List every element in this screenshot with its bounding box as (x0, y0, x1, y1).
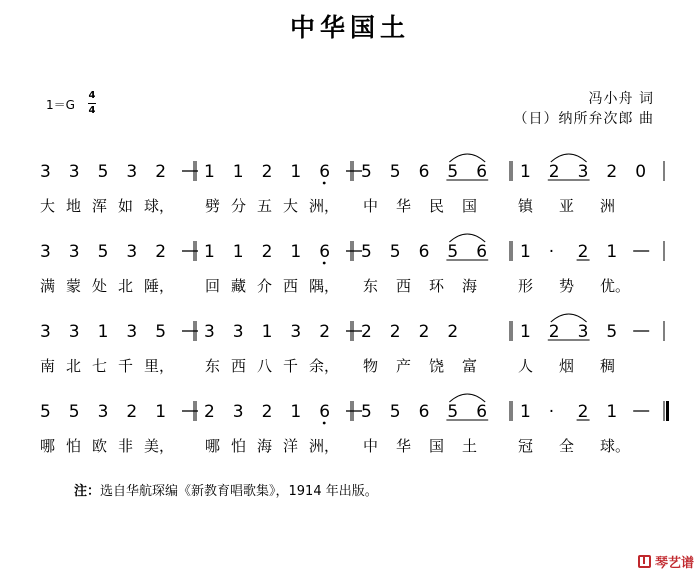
note: · (548, 242, 555, 262)
lyric-char: 八 (257, 357, 273, 375)
lyric-char: 物 (363, 357, 379, 375)
lyric-char: 土 (462, 437, 478, 455)
note: 3 (577, 322, 589, 342)
lyric-char: 势 (559, 277, 575, 295)
note: 2 (389, 322, 401, 342)
note: 2 (261, 242, 273, 262)
note: 3 (126, 322, 138, 342)
lyric-char: 七 (92, 357, 108, 375)
note: 5 (389, 402, 401, 422)
note: 1 (520, 242, 531, 262)
lyric-char: 陲， (144, 277, 175, 295)
note: 2 (155, 162, 167, 182)
lyric-char: 稠 (600, 357, 616, 375)
note: 1 (606, 402, 618, 422)
note: 2 (606, 162, 618, 182)
note: 1 (520, 402, 531, 422)
lyricist-credit: 冯小舟 词 (588, 91, 654, 107)
note: 3 (40, 322, 51, 342)
lyric-char: 南 (40, 357, 56, 375)
note: 5 (97, 162, 109, 182)
note: 1 (97, 322, 109, 342)
octave-dot (323, 182, 326, 185)
lyric-char: 环 (429, 277, 445, 295)
note: 2 (155, 242, 167, 262)
composer-credit: （日）纳所弁次郎 曲 (513, 111, 654, 127)
note: 2 (261, 162, 273, 182)
key-label: 1＝G (46, 98, 75, 112)
octave-dot (323, 262, 326, 265)
lyric-char: 海 (462, 277, 478, 295)
lyric-char: 分 (231, 197, 247, 215)
lyric-char: 非 (118, 437, 134, 455)
note: 1 (520, 162, 531, 182)
lyric-char: 隅， (309, 277, 340, 295)
lyric-char: 美， (144, 437, 175, 455)
lyric-char: 余， (309, 357, 340, 375)
lyric-char: 如 (118, 197, 134, 215)
note: 5 (389, 162, 401, 182)
lyric-char: 千 (118, 357, 134, 375)
watermark-logo-icon (638, 555, 651, 568)
lyric-char: 华 (396, 437, 412, 455)
note: 3 (40, 162, 51, 182)
note: 3 (290, 322, 302, 342)
lyric-char: 劈 (205, 197, 221, 215)
lyric-char: 回 (205, 277, 221, 295)
note: 5 (447, 242, 459, 262)
note: 5 (361, 242, 372, 262)
tie-slur (449, 394, 485, 402)
lyric-char: 怕 (66, 437, 82, 455)
note: 3 (126, 242, 138, 262)
note: 2 (447, 322, 459, 342)
lyric-char: 东 (205, 357, 221, 375)
lyric-char: 形 (518, 277, 534, 295)
lyric-char: 里， (144, 357, 175, 375)
note: 3 (232, 402, 244, 422)
note: 5 (447, 402, 459, 422)
lyric-char: 洋 (283, 437, 299, 455)
note: 5 (40, 402, 51, 422)
note: 2 (418, 322, 430, 342)
lyric-char: 产 (396, 357, 412, 375)
lyric-char: 烟 (559, 357, 575, 375)
note: 5 (447, 162, 459, 182)
note: 2 (548, 162, 560, 182)
lyric-char: 洲， (309, 197, 340, 215)
watermark (638, 552, 694, 571)
lyric-char: 洲 (600, 197, 616, 215)
lyric-char: 西 (283, 277, 299, 295)
note: 1 (155, 402, 167, 422)
note: 3 (232, 322, 244, 342)
tie-slur (449, 154, 485, 162)
lyric-char: 欧 (92, 437, 108, 455)
note: 3 (68, 322, 80, 342)
note: 5 (361, 402, 372, 422)
note: 1 (232, 242, 244, 262)
note: 5 (155, 322, 167, 342)
lyric-char: 大 (40, 197, 56, 215)
lyric-char: 人 (518, 357, 534, 375)
note: 3 (40, 242, 51, 262)
lyric-char: 中 (363, 197, 379, 215)
note: 2 (548, 322, 560, 342)
lyric-char: 中 (363, 437, 379, 455)
tie-slur (551, 314, 587, 322)
lyric-char: 饶 (429, 357, 445, 375)
lyric-char: 西 (396, 277, 412, 295)
note: · (548, 402, 555, 422)
lyric-char: 全 (559, 437, 575, 455)
lyric-char: 东 (363, 277, 379, 295)
note: 1 (232, 162, 244, 182)
note: 2 (361, 322, 372, 342)
note: 1 (606, 242, 618, 262)
note: 1 (290, 402, 302, 422)
note: 1 (520, 322, 531, 342)
note: 5 (606, 322, 618, 342)
lyric-char: 千 (283, 357, 299, 375)
note: 1 (261, 322, 273, 342)
octave-dot (323, 422, 326, 425)
final-barline-thick (666, 401, 669, 421)
note: 6 (418, 162, 430, 182)
note: 6 (319, 162, 331, 182)
footnote (74, 480, 378, 499)
note: 3 (577, 162, 589, 182)
note: 6 (418, 242, 430, 262)
footnote-text: 选自华航琛编《新教育唱歌集》，1914 年出版。 (100, 484, 378, 499)
lyric-char: 国 (462, 197, 478, 215)
note: 3 (126, 162, 138, 182)
lyric-char: 北 (66, 357, 82, 375)
lyric-char: 优。 (600, 277, 631, 295)
lyric-char: 华 (396, 197, 412, 215)
note: 5 (97, 242, 109, 262)
note: 2 (577, 242, 589, 262)
note: 6 (319, 242, 331, 262)
lyric-char: 哪 (205, 437, 221, 455)
time-top: 4 (88, 90, 96, 101)
song-title: 中华国土 (289, 13, 410, 42)
note: 5 (389, 242, 401, 262)
note: 5 (361, 162, 372, 182)
note: 2 (126, 402, 138, 422)
note: 3 (204, 322, 215, 342)
lyric-char: 北 (118, 277, 134, 295)
note: 2 (577, 402, 589, 422)
note: 5 (68, 402, 80, 422)
lyric-char: 国 (429, 437, 445, 455)
lyric-char: 富 (462, 357, 478, 375)
footnote-label: 注： (74, 484, 101, 499)
lyric-char: 民 (429, 197, 445, 215)
lyric-char: 球。 (600, 437, 631, 455)
note: 2 (204, 402, 215, 422)
note: 2 (261, 402, 273, 422)
lyric-char: 五 (257, 197, 273, 215)
lyric-char: 海 (257, 437, 273, 455)
note: 1 (204, 242, 215, 262)
lyric-char: 冠 (518, 437, 534, 455)
lyric-char: 浑 (92, 197, 108, 215)
note: 3 (68, 162, 80, 182)
lyric-char: 哪 (40, 437, 56, 455)
lyric-char: 地 (66, 197, 82, 215)
note: 2 (319, 322, 331, 342)
lyric-char: 藏 (231, 277, 247, 295)
lyric-char: 亚 (559, 197, 575, 215)
note: 3 (97, 402, 109, 422)
lyric-char: 怕 (231, 437, 247, 455)
lyric-char: 镇 (518, 197, 534, 215)
note: 6 (476, 402, 488, 422)
note: 1 (290, 162, 302, 182)
tie-slur (449, 234, 485, 242)
note: 6 (418, 402, 430, 422)
lyric-char: 介 (257, 277, 273, 295)
note: 6 (476, 162, 488, 182)
lyric-char: 球， (144, 197, 175, 215)
lyric-char: 处 (92, 277, 108, 295)
lyric-char: 满 (40, 277, 56, 295)
note: 6 (319, 402, 331, 422)
tie-slur (551, 154, 587, 162)
lyric-char: 西 (231, 357, 247, 375)
lyric-char: 蒙 (66, 277, 82, 295)
note: 3 (68, 242, 80, 262)
note: 6 (476, 242, 488, 262)
note: 0 (635, 162, 647, 182)
lyric-char: 洲， (309, 437, 340, 455)
note: 1 (290, 242, 302, 262)
lyric-char: 大 (283, 197, 299, 215)
watermark-text: 琴艺谱 (654, 556, 694, 571)
time-bottom: 4 (88, 105, 96, 116)
note: 1 (204, 162, 215, 182)
